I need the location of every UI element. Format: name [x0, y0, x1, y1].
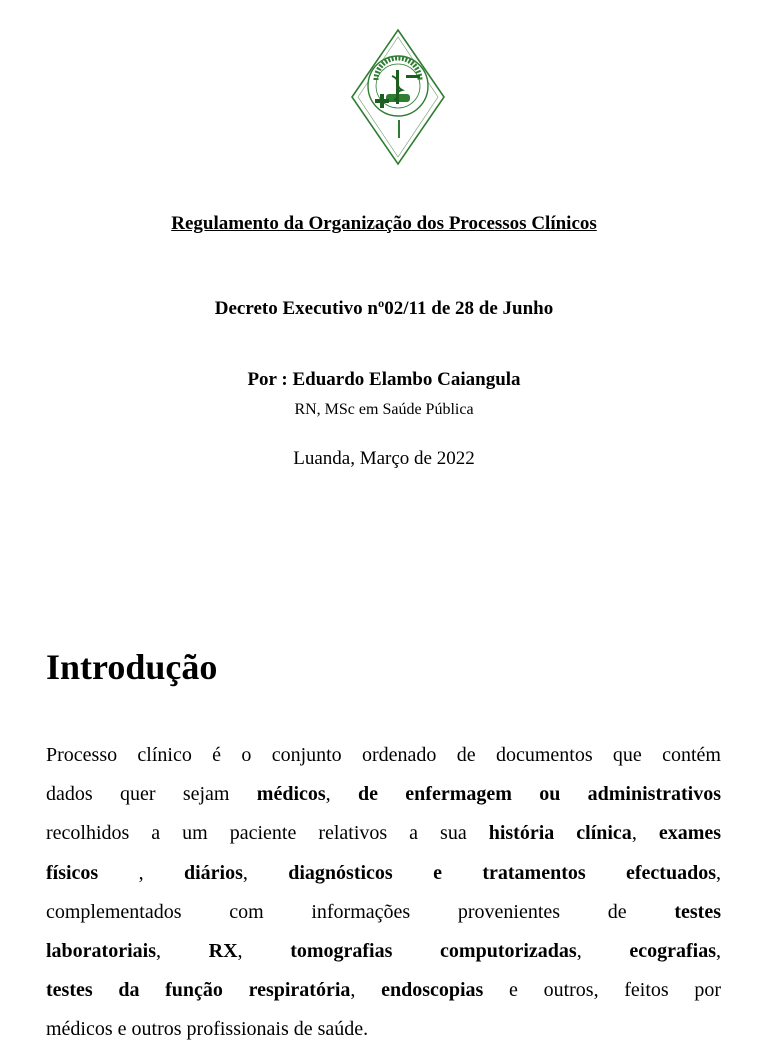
paragraph-line: [46, 893, 721, 932]
bold-term: tomografias computorizadas: [290, 940, 577, 963]
bold-term: diagnósticos e tratamentos efectuados: [288, 861, 716, 884]
bold-term: ecografias: [629, 940, 717, 963]
text-run: Processo clínico é o conjunto ordenado de documentos que contém: [46, 744, 721, 766]
text-run: ,: [350, 979, 356, 1002]
text-run: ,: [242, 861, 248, 884]
text-run: ,: [716, 861, 721, 884]
ordem-dos-enfermeiros-de-angola-seal-icon: [350, 28, 446, 166]
paragraph-line: [46, 814, 722, 853]
bold-term: RX: [208, 940, 238, 963]
text-run: ,: [237, 940, 243, 963]
paragraph-line: [46, 775, 721, 814]
bold-term: de enfermagem ou administrativos: [357, 783, 721, 806]
intro-paragraph: [46, 736, 721, 1050]
bold-term: endoscopias: [381, 979, 484, 1002]
document-title: Regulamento da Organização dos Processos Clínicos: [171, 213, 597, 234]
text-run: complementados com informações provenientes de: [46, 900, 627, 923]
bold-term: laboratoriais: [46, 940, 156, 963]
bold-term: físicos: [46, 861, 99, 884]
bold-term: diários: [183, 861, 243, 884]
section-heading: Introdução: [46, 647, 218, 687]
text-run: e outros, feitos por: [509, 979, 722, 1002]
text-run: recolhidos a um paciente relativos a sua: [46, 822, 467, 845]
bold-term: médicos: [256, 783, 326, 806]
text-run: dados quer sejam: [46, 783, 230, 806]
paragraph-line: [46, 736, 721, 775]
paragraph-line: [46, 932, 722, 971]
text-run: ,: [631, 822, 637, 845]
bold-term: testes da função respiratória: [46, 979, 351, 1002]
bold-term: testes: [674, 900, 721, 923]
paragraph-line: [46, 854, 721, 893]
text-run: ,: [156, 940, 161, 963]
decree-reference: Decreto Executivo nº02/11 de 28 de Junho: [214, 298, 554, 319]
text-run: ,: [325, 783, 331, 806]
text-run: ,: [138, 861, 144, 884]
author-credentials: RN, MSc em Saúde Pública: [294, 401, 474, 418]
author-name: Por : Eduardo Elambo Caiangula: [247, 369, 521, 390]
text-run: ,: [576, 940, 582, 963]
paragraph-line: [46, 971, 722, 1010]
bold-term: exames: [658, 822, 722, 845]
place-and-date: Luanda, Março de 2022: [293, 448, 475, 469]
text-run: ,: [716, 940, 722, 963]
bold-term: história clínica: [488, 822, 632, 845]
text-run: médicos e outros profissionais de saúde.: [46, 1018, 369, 1041]
paragraph-line: [46, 1010, 721, 1049]
